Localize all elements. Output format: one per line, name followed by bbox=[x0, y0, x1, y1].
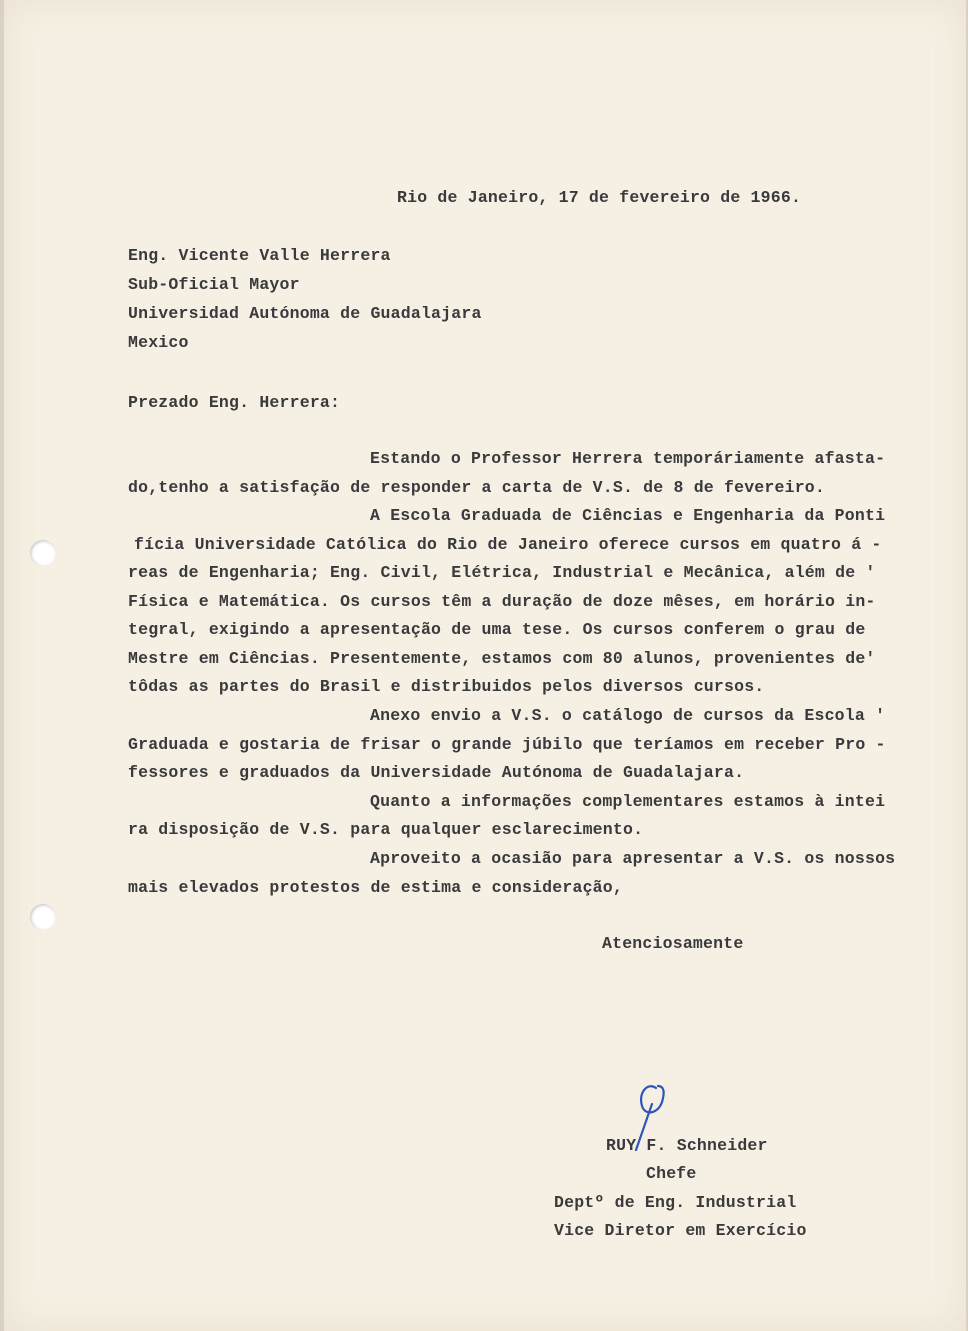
date-line: Rio de Janeiro, 17 de fevereiro de 1966. bbox=[397, 188, 802, 207]
recipient-institution: Universidad Autónoma de Guadalajara bbox=[128, 304, 482, 323]
signatory-role: Vice Diretor em Exercício bbox=[554, 1221, 807, 1240]
body-line: Mestre em Ciências. Presentemente, estamos com 80 alunos, provenientes de' bbox=[128, 649, 876, 668]
punch-hole-top bbox=[30, 540, 56, 566]
signatory-department: Deptº de Eng. Industrial bbox=[554, 1193, 797, 1212]
signatory-name: RUY F. Schneider bbox=[606, 1136, 768, 1155]
body-line: mais elevados protestos de estima e consideração, bbox=[128, 878, 623, 897]
body-line: A Escola Graduada de Ciências e Engenharia da Ponti bbox=[370, 506, 886, 525]
body-line: Quanto a informações complementares estamos à intei bbox=[370, 792, 886, 811]
recipient-country: Mexico bbox=[128, 333, 189, 352]
recipient-name: Eng. Vicente Valle Herrera bbox=[128, 246, 391, 265]
body-line: tegral, exigindo a apresentação de uma tese. Os cursos conferem o grau de bbox=[128, 620, 866, 639]
body-line: ra disposição de V.S. para qualquer esclarecimento. bbox=[128, 820, 644, 839]
body-line: Física e Matemática. Os cursos têm a duração de doze mêses, em horário in- bbox=[128, 592, 876, 611]
body-line: Graduada e gostaria de frisar o grande júbilo que teríamos em receber Pro - bbox=[128, 735, 886, 754]
body-line: Aproveito a ocasião para apresentar a V.S. os nossos bbox=[370, 849, 896, 868]
signatory-title: Chefe bbox=[646, 1164, 697, 1183]
body-line: fícia Universidade Católica do Rio de Janeiro oferece cursos em quatro á - bbox=[134, 535, 882, 554]
closing: Atenciosamente bbox=[602, 934, 744, 953]
punch-hole-bottom bbox=[30, 904, 56, 930]
salutation: Prezado Eng. Herrera: bbox=[128, 393, 341, 412]
body-line: tôdas as partes do Brasil e distribuidos pelos diversos cursos. bbox=[128, 677, 765, 696]
body-line: fessores e graduados da Universidade Autónoma de Guadalajara. bbox=[128, 763, 745, 782]
letter-page bbox=[4, 0, 966, 1331]
body-line: Estando o Professor Herrera temporáriamente afasta- bbox=[370, 449, 886, 468]
body-line: do,tenho a satisfação de responder a carta de V.S. de 8 de fevereiro. bbox=[128, 478, 826, 497]
recipient-title: Sub-Oficial Mayor bbox=[128, 275, 300, 294]
body-line: Anexo envio a V.S. o catálogo de cursos da Escola ' bbox=[370, 706, 886, 725]
body-line: reas de Engenharia; Eng. Civil, Elétrica, Industrial e Mecânica, além de ' bbox=[128, 563, 876, 582]
